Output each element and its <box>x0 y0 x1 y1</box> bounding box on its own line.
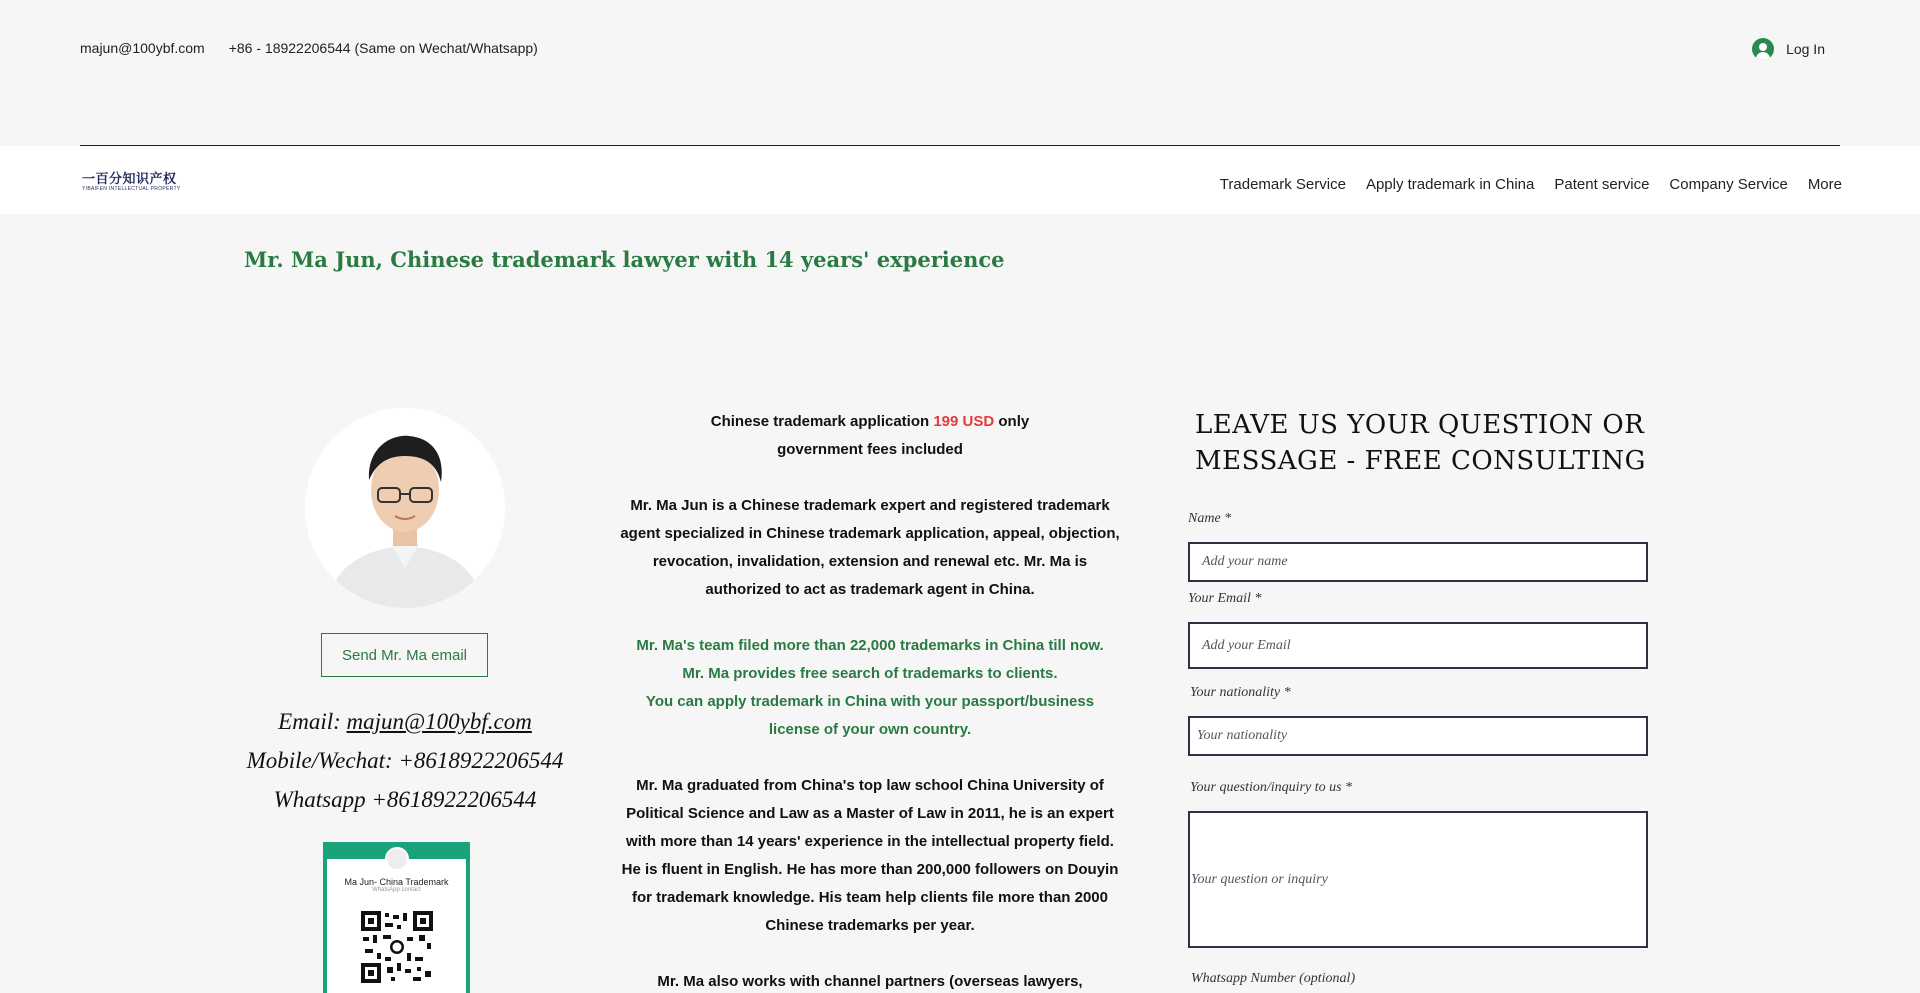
price-text-b: only <box>994 413 1030 430</box>
question-label: Your question/inquiry to us * <box>1190 780 1353 795</box>
name-input[interactable]: Add your name <box>1188 542 1648 582</box>
person-portrait-icon <box>305 408 505 608</box>
contact-mobile-line: Mobile/Wechat: +8618922206544 <box>246 748 564 773</box>
logo-en: YIBAIFEN INTELLECTUAL PROPERTY <box>82 186 181 192</box>
header-email[interactable]: majun@100ybf.com <box>80 40 205 56</box>
name-label: Name * <box>1188 511 1232 526</box>
nav-trademark-service[interactable]: Trademark Service <box>1219 176 1346 193</box>
team-line-1: Mr. Ma's team filed more than 22,000 trademarks in China till now. <box>636 637 1104 654</box>
logo-cn: 一百分知识产权 <box>82 171 177 186</box>
page-headline: Mr. Ma Jun, Chinese trademark lawyer with 14 years' experience <box>244 247 1005 272</box>
contact-email-link[interactable]: majun@100ybf.com <box>346 709 532 734</box>
qr-card-title: Ma Jun- China Trademark <box>344 877 449 887</box>
nationality-label: Your nationality * <box>1190 685 1291 700</box>
nav-more[interactable]: More <box>1807 176 1842 193</box>
bio-paragraph: Mr. Ma Jun is a Chinese trademark expert and registered trademark agent specialized in Chinese trademark application, appeal, objection, revocation, invalidation, extension and renewal etc. Mr. Ma is authorized to act as trademark agent in China. <box>620 497 1120 598</box>
price-text-a: Chinese trademark application <box>710 413 934 430</box>
main-nav <box>1220 176 1842 193</box>
login-label: Log In <box>1786 41 1825 57</box>
team-line-3: You can apply trademark in China with your passport/business license of your own country. <box>645 693 1095 738</box>
intro-text <box>620 408 1120 993</box>
team-line-2: Mr. Ma provides free search of trademarks to clients. <box>682 665 1058 682</box>
site-logo[interactable] <box>82 172 184 192</box>
form-title: LEAVE US YOUR QUESTION OR MESSAGE - FREE CONSULTING <box>1195 410 1646 476</box>
question-textarea[interactable]: Your question or inquiry <box>1188 811 1648 948</box>
contact-info <box>80 40 538 56</box>
nav-apply-trademark-china[interactable]: Apply trademark in China <box>1365 176 1535 193</box>
team-paragraph <box>620 632 1120 744</box>
email-label: Your Email * <box>1188 591 1262 606</box>
nav-company-service[interactable]: Company Service <box>1669 176 1788 193</box>
nav-patent-service[interactable]: Patent service <box>1554 176 1650 193</box>
price-value: 199 USD <box>933 413 995 430</box>
send-email-button[interactable]: Send Mr. Ma email <box>321 633 488 677</box>
contact-email-line <box>230 702 580 741</box>
whatsapp-qr-card <box>323 842 470 993</box>
header-phone: +86 - 18922206544 (Same on Wechat/Whatsapp) <box>228 40 538 56</box>
education-paragraph: Mr. Ma graduated from China's top law school China University of Political Science and Law as a Master of Law in 2011, he is an expert with more than 14 years' experience in the intellectual property field. He is fluent in English. He has more than 200,000 followers on Douyin for trademark knowledge. His team help clients file more than 2000 Chinese trademarks per year. <box>621 777 1119 934</box>
login-button[interactable] <box>1752 38 1825 60</box>
qr-card-body <box>327 859 466 993</box>
whatsapp-label: Whatsapp Number (optional) <box>1191 971 1356 986</box>
contact-whatsapp-line: Whatsapp +8618922206544 <box>273 787 537 812</box>
price-text-c: government fees included <box>777 441 963 458</box>
user-avatar-icon <box>1752 38 1774 60</box>
email-input[interactable]: Add your Email <box>1188 622 1648 669</box>
price-paragraph <box>620 408 1120 464</box>
profile-photo <box>305 408 505 608</box>
consult-form <box>1188 407 1648 986</box>
mini-avatar-icon <box>385 847 409 871</box>
qr-card-subtitle: WhatsApp contact <box>372 887 421 893</box>
qr-code-icon <box>361 911 433 983</box>
navigation-bar <box>0 146 1920 214</box>
nationality-input[interactable]: Your nationality <box>1188 716 1648 756</box>
contact-details <box>230 702 580 819</box>
partners-paragraph: Mr. Ma also works with channel partners (overseas lawyers, <box>657 973 1083 990</box>
email-prefix: Email: <box>278 709 347 734</box>
